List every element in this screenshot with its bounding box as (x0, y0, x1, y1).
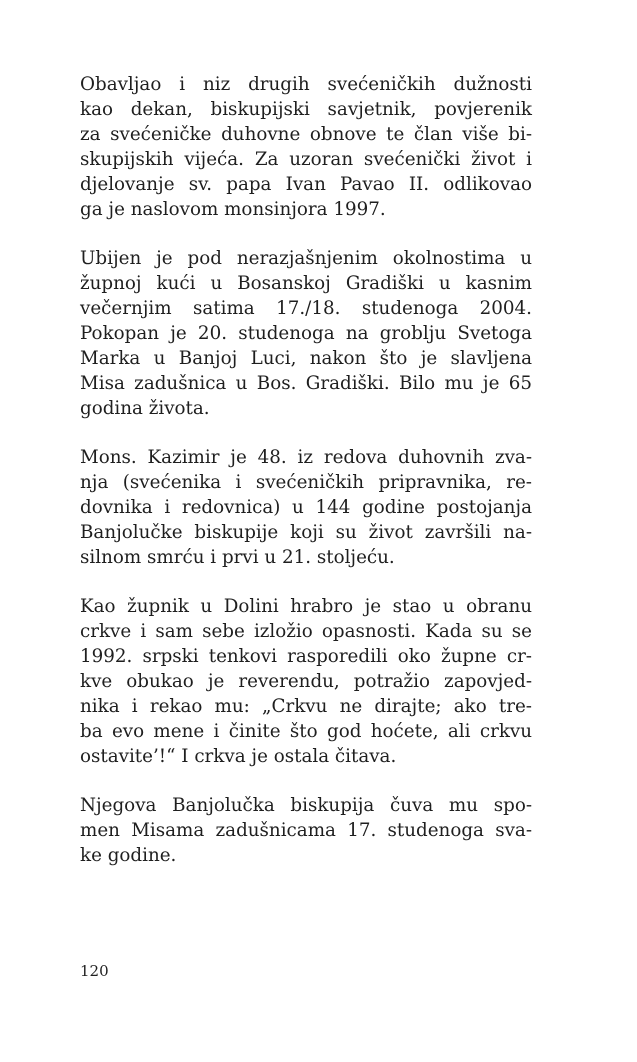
text-line: ga je naslovom monsinjora 1997. (80, 199, 386, 220)
text-line: skupijskih vijeća. Za uzoran svećenički život i (80, 149, 532, 170)
text-line: Obavljao i niz drugih svećeničkih dužnosti (80, 74, 532, 95)
text-line: ke godine. (80, 845, 177, 866)
paragraph-3 (80, 445, 532, 570)
text-line: Pokopan je 20. studenoga na groblju Svetoga (80, 323, 532, 344)
text-line: men Misama zadušnicama 17. studenoga sva- (80, 820, 532, 841)
text-line: župnoj kući u Bosanskoj Gradiški u kasnim (80, 273, 532, 294)
text-line: ostavite’!“ I crkva je ostala čitava. (80, 746, 397, 767)
paragraph-5 (80, 793, 532, 868)
text-line: Banjolučke biskupije koji su život završili na- (80, 522, 532, 543)
text-line: za svećeničke duhovne obnove te član više bi- (80, 124, 532, 145)
text-line: nika i rekao mu: „Crkvu ne dirajte; ako tre- (80, 696, 532, 717)
text-line: nja (svećenika i svećeničkih pripravnika, re- (80, 472, 532, 493)
text-line: kao dekan, biskupijski savjetnik, povjerenik (80, 99, 532, 120)
text-line: silnom smrću i prvi u 21. stoljeću. (80, 547, 395, 568)
text-line: djelovanje sv. papa Ivan Pavao II. odlikovao (80, 174, 532, 195)
page-number: 120 (80, 962, 109, 980)
text-line: kve obukao je reverendu, potražio zapovjed- (80, 671, 532, 692)
text-line: ba evo mene i činite što god hoćete, ali crkvu (80, 721, 532, 742)
text-line: Kao župnik u Dolini hrabro je stao u obranu (80, 596, 532, 617)
text-line: Mons. Kazimir je 48. iz redova duhovnih zva- (80, 447, 532, 468)
paragraph-1 (80, 72, 532, 222)
text-line: Njegova Banjolučka biskupija čuva mu spo- (80, 795, 532, 816)
text-line: večernjim satima 17./18. studenoga 2004. (80, 298, 532, 319)
text-line: godina života. (80, 398, 210, 419)
text-line: Ubijen je pod nerazjašnjenim okolnostima u (80, 248, 532, 269)
paragraph-2 (80, 246, 532, 421)
text-line: crkve i sam sebe izložio opasnosti. Kada su se (80, 621, 532, 642)
paragraph-4 (80, 594, 532, 769)
text-line: Misa zadušnica u Bos. Gradiški. Bilo mu je 65 (80, 373, 532, 394)
text-line: dovnika i redovnica) u 144 godine postojanja (80, 497, 532, 518)
page-body (80, 72, 532, 892)
text-line: 1992. srpski tenkovi rasporedili oko župne cr- (80, 646, 532, 667)
text-line: Marka u Banjoj Luci, nakon što je slavljena (80, 348, 532, 369)
